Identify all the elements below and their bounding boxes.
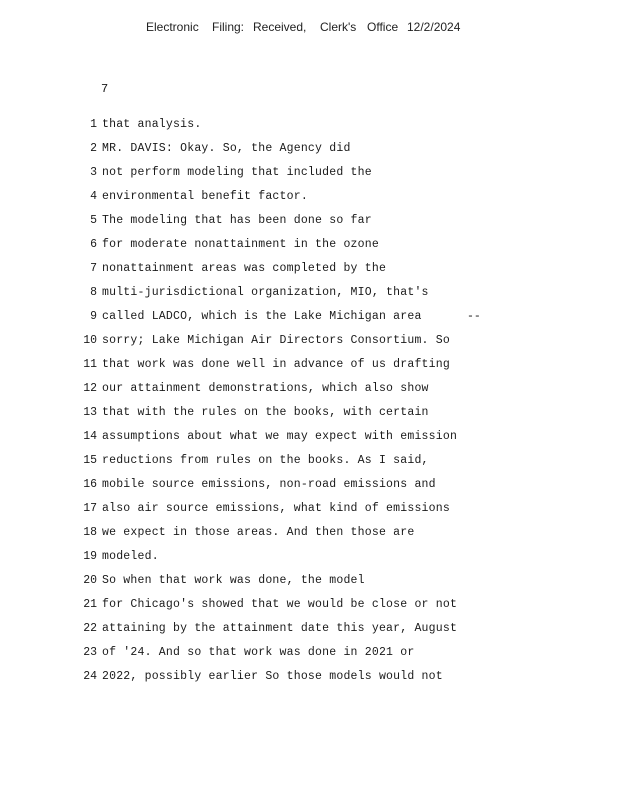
line-text: sorry; Lake Michigan Air Directors Consortium. So: [102, 334, 450, 347]
line-text: mobile source emissions, non-road emissions and: [102, 478, 436, 491]
transcript-line: [0, 478, 618, 502]
header-word-filing: Filing:: [212, 20, 245, 34]
header-word-office: Office: [367, 20, 399, 34]
line-text: called LADCO, which is the Lake Michigan area: [102, 310, 422, 323]
transcript-line: [0, 622, 618, 646]
line-number: 3: [90, 166, 97, 179]
transcript-line: [0, 382, 618, 406]
line-text: So when that work was done, the model: [102, 574, 365, 587]
line-text: that analysis.: [102, 118, 202, 131]
line-number: 19: [83, 550, 97, 563]
transcript-line: [0, 310, 618, 334]
transcript-line: [0, 598, 618, 622]
transcript-line: [0, 166, 618, 190]
line-number: 13: [83, 406, 97, 419]
line-text: MR. DAVIS: Okay. So, the Agency did: [102, 142, 351, 155]
line-number: 16: [83, 478, 97, 491]
line-text: multi-jurisdictional organization, MIO, that's: [102, 286, 429, 299]
line-number: 23: [83, 646, 97, 659]
line-number: 5: [90, 214, 97, 227]
line-text: of '24. And so that work was done in 2021 or: [102, 646, 415, 659]
line-number: 12: [83, 382, 97, 395]
header-date: 12/2/2024: [407, 20, 461, 34]
transcript-line: [0, 502, 618, 526]
line-number: 17: [83, 502, 97, 515]
line-text: our attainment demonstrations, which also show: [102, 382, 429, 395]
line-text: assumptions about what we may expect with emission: [102, 430, 458, 443]
header-word-received: Received,: [253, 20, 307, 34]
transcript-line: [0, 358, 618, 382]
transcript-line: [0, 574, 618, 598]
transcript-body: [0, 118, 618, 694]
line-text: The modeling that has been done so far: [102, 214, 372, 227]
transcript-line: [0, 334, 618, 358]
line-number: 2: [90, 142, 97, 155]
line-text: 2022, possibly earlier So those models would not: [102, 670, 443, 683]
header-word-clerks: Clerk's: [320, 20, 357, 34]
transcript-line: [0, 190, 618, 214]
header-word-electronic: Electronic: [146, 20, 199, 34]
transcript-line: [0, 550, 618, 574]
filing-header: [0, 20, 618, 36]
transcript-line: [0, 118, 618, 142]
transcript-line: [0, 646, 618, 670]
transcript-line: [0, 430, 618, 454]
line-text: that work was done well in advance of us drafting: [102, 358, 450, 371]
line-text: not perform modeling that included the: [102, 166, 372, 179]
line-number: 11: [83, 358, 97, 371]
line-number: 24: [83, 670, 97, 683]
line-number: 7: [90, 262, 97, 275]
transcript-line: [0, 406, 618, 430]
interruption-dash: --: [467, 310, 481, 323]
line-number: 21: [83, 598, 97, 611]
line-number: 9: [90, 310, 97, 323]
transcript-line: [0, 262, 618, 286]
line-number: 18: [83, 526, 97, 539]
transcript-line: [0, 286, 618, 310]
transcript-line: [0, 238, 618, 262]
line-text: environmental benefit factor.: [102, 190, 308, 203]
line-text: we expect in those areas. And then those are: [102, 526, 415, 539]
line-number: 4: [90, 190, 97, 203]
line-number: 6: [90, 238, 97, 251]
line-number: 20: [83, 574, 97, 587]
line-number: 1: [90, 118, 97, 131]
line-text: reductions from rules on the books. As I said,: [102, 454, 429, 467]
line-text: attaining by the attainment date this year, August: [102, 622, 458, 635]
transcript-line: [0, 142, 618, 166]
transcript-line: [0, 670, 618, 694]
line-number: 14: [83, 430, 97, 443]
line-text: also air source emissions, what kind of emissions: [102, 502, 450, 515]
line-number: 15: [83, 454, 97, 467]
line-text: that with the rules on the books, with certain: [102, 406, 429, 419]
transcript-line: [0, 454, 618, 478]
transcript-line: [0, 214, 618, 238]
line-text: for Chicago's showed that we would be close or not: [102, 598, 458, 611]
line-number: 22: [83, 622, 97, 635]
transcript-line: [0, 526, 618, 550]
line-text: nonattainment areas was completed by the: [102, 262, 387, 275]
line-number: 10: [83, 334, 97, 347]
line-text: modeled.: [102, 550, 159, 563]
page-number: 7: [101, 82, 109, 96]
line-text: for moderate nonattainment in the ozone: [102, 238, 379, 251]
line-number: 8: [90, 286, 97, 299]
